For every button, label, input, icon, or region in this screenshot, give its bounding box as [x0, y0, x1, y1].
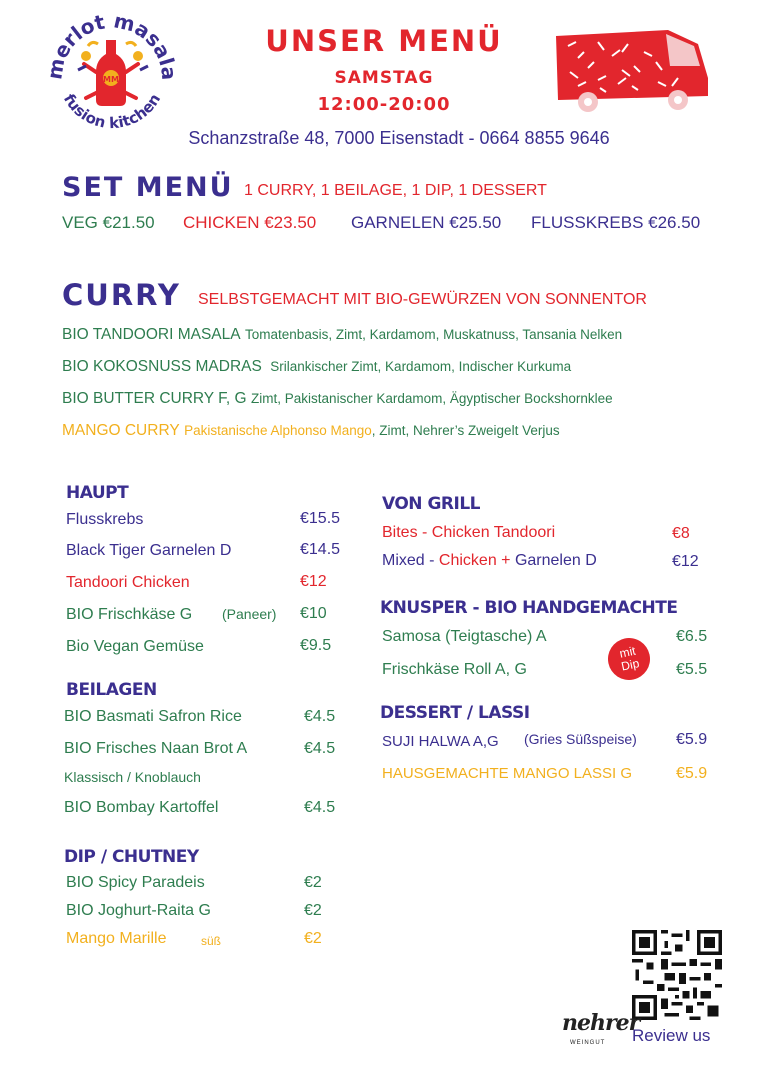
curry-desc-extra: , Zimt, Nehrer’s Zweigelt Verjus — [371, 423, 560, 438]
menu-item-price: €4.5 — [304, 799, 336, 816]
menu-item-price: €14.5 — [300, 541, 341, 558]
menu-item-name: Samosa (Teigtasche) A — [382, 628, 547, 645]
menu-item-price: €6.5 — [676, 628, 708, 645]
menu-item-name: Tandoori Chicken — [66, 574, 190, 591]
menu-item-price: €2 — [304, 874, 322, 891]
review-link[interactable]: Review us — [632, 1026, 711, 1045]
menu-item-name: Frischkäse Roll A, G — [382, 661, 527, 678]
curry-name: BIO BUTTER CURRY F, G — [62, 390, 247, 407]
menu-item-name: Bio Vegan Gemüse — [66, 638, 204, 655]
menu-item-name: BIO Spicy Paradeis — [66, 874, 205, 891]
curry-desc: Pakistanische Alphonso Mango — [184, 423, 372, 438]
menu-item-price: €2 — [304, 930, 322, 947]
curry-item — [62, 326, 622, 344]
dessert-title: DESSERT / LASSI — [380, 703, 530, 723]
logo-line1: erlot masa — [48, 12, 176, 63]
dip-title: DIP / CHUTNEY — [64, 847, 199, 867]
review-qr-code[interactable] — [632, 930, 722, 1020]
curry-name: BIO TANDOORI MASALA — [62, 326, 241, 343]
address-phone: Schanzstraße 48, 7000 Eisenstadt - 0664 8855 9646 — [188, 128, 610, 148]
menu-item-price: €12 — [672, 553, 699, 570]
menu-item-name: Black Tiger Garnelen D — [66, 542, 232, 559]
set-menu-option: VEG €21.50 — [62, 213, 155, 232]
menu-item-name: BIO Frisches Naan Brot A — [64, 740, 248, 757]
menu-item-price: €9.5 — [300, 637, 332, 654]
curry-desc: Srilankischer Zimt, Kardamom, Indischer Kurkuma — [270, 359, 572, 374]
menu-item-name: HAUSGEMACHTE MANGO LASSI G — [382, 765, 633, 782]
set-menu-title: SET MENÜ — [62, 172, 234, 203]
set-menu-option: FLUSSKREBS €26.50 — [531, 213, 701, 232]
menu-item-price: €5.9 — [676, 765, 708, 782]
menu-item-name: BIO Frischkäse G — [66, 606, 193, 623]
menu-item-price: €5.9 — [676, 731, 708, 748]
menu-item-name-part: Chicken + — [438, 552, 515, 569]
menu-item-price: €8 — [672, 525, 690, 542]
curry-item — [62, 358, 571, 376]
winery-logo-sub: WEINGUT — [570, 1040, 606, 1046]
menu-item-note: (Paneer) — [222, 606, 277, 622]
menu-item-name: Flusskrebs — [66, 511, 144, 528]
food-truck-image — [548, 22, 716, 118]
menu-item-price: €5.5 — [676, 661, 708, 678]
menu-item-name: SUJI HALWA A,G — [382, 733, 499, 750]
curry-name: MANGO CURRY — [62, 422, 180, 439]
menu-item-name-part: Mixed - — [382, 552, 439, 569]
menu-item-note: (Gries Süßspeise) — [524, 731, 637, 747]
curry-item — [62, 390, 613, 408]
logo-line2: fusion kitchen — [59, 90, 165, 133]
menu-item-price: €12 — [300, 573, 327, 590]
curry-name: BIO KOKOSNUSS MADRAS — [62, 358, 262, 375]
with-dip-badge — [604, 634, 654, 684]
logo-bottle-text: MM — [103, 75, 119, 84]
winery-logo: nehrer — [562, 1010, 640, 1036]
menu-item-name-part: Garnelen D — [514, 552, 597, 569]
beilagen-title: BEILAGEN — [66, 680, 157, 700]
curry-desc: Zimt, Pakistanischer Kardamom, Ägyptischer Bockshornklee — [251, 391, 613, 406]
page-title: UNSER MENÜ — [265, 24, 503, 58]
curry-subtitle: SELBSTGEMACHT MIT BIO-GEWÜRZEN VON SONNENTOR — [198, 291, 647, 308]
set-menu-option: CHICKEN €23.50 — [183, 213, 317, 232]
knusper-title: KNUSPER - BIO HANDGEMACHTE — [380, 598, 678, 618]
menu-item-name: Bites - Chicken Tandoori — [382, 524, 556, 541]
menu-item-name: Mango Marille — [66, 930, 167, 947]
menu-item-price: €15.5 — [300, 510, 341, 527]
curry-item — [62, 422, 560, 440]
opening-hours: 12:00-20:00 — [317, 94, 451, 115]
curry-title: CURRY — [62, 278, 181, 312]
grill-title: VON GRILL — [382, 494, 480, 514]
menu-item-price: €4.5 — [304, 740, 336, 757]
curry-desc: Tomatenbasis, Zimt, Kardamom, Muskatnuss, Tansania Nelken — [245, 327, 623, 342]
menu-item-name — [382, 552, 597, 570]
menu-item-name: BIO Bombay Kartoffel — [64, 799, 219, 816]
menu-item-price: €10 — [300, 605, 327, 622]
set-menu-option: GARNELEN €25.50 — [351, 213, 502, 232]
menu-item-note: süß — [201, 934, 222, 948]
menu-item-price: €2 — [304, 902, 322, 919]
menu-item-note: Klassisch / Knoblauch — [64, 769, 201, 785]
menu-item-price: €4.5 — [304, 708, 336, 725]
menu-item-name: BIO Basmati Safron Rice — [64, 708, 242, 725]
badge-line: mit — [618, 643, 637, 661]
set-menu-subtitle: 1 CURRY, 1 BEILAGE, 1 DIP, 1 DESSERT — [244, 182, 547, 199]
haupt-title: HAUPT — [66, 483, 129, 503]
badge-line: Dip — [619, 656, 641, 674]
opening-day: SAMSTAG — [334, 68, 434, 88]
menu-item-name: BIO Joghurt-Raita G — [66, 902, 211, 919]
